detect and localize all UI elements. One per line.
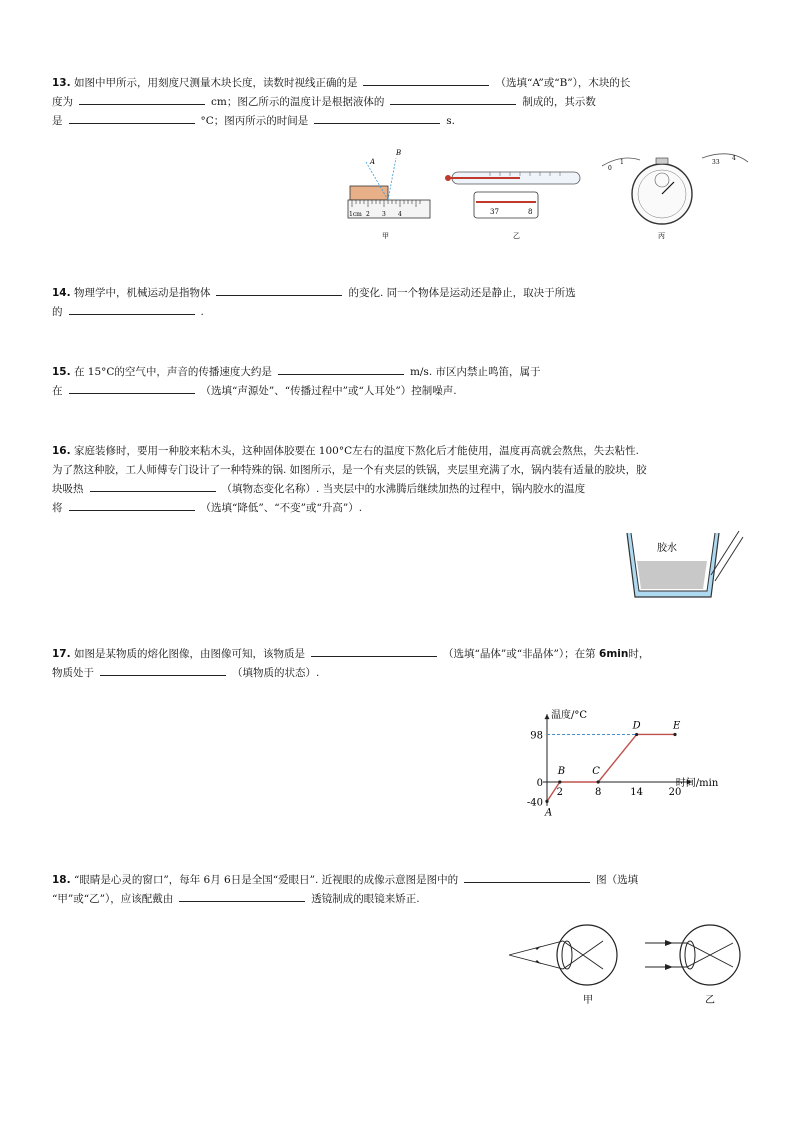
glue-label: 胶水 [657,543,677,554]
x-tick-label: 20 [668,787,682,798]
caption-yi: 乙 [513,232,520,240]
question-16: 16. 家庭装修时，要用一种胶来粘木头，这种固体胶要在 100°C左右的温度下熬化后才能使用，温度再高就会熬焦，失去粘性. 为了熬这种胶，工人师傅专门设计了一种特殊的锅. 如图所示，是一个有夹层的铁锅，夹层里充满了水，锅内装有适量的胶块，胶 块吸热 （填物态变化名称）. 当夹层中的水沸腾后继续加热的过程中，锅内胶水的温度 将 （选填“降低”、“不变”或“升高”）. [52,445,647,514]
eye-lens [562,941,572,969]
eye-yi [645,925,740,1006]
eyeball [557,925,617,985]
question-15: 15. 在 15°C的空气中，声音的传播速度大约是 m/s. 市区内禁止鸣笛，属于 在 （选填“声源处”、“传播过程中”或“人耳处”）控制噪声. [52,363,752,401]
glue-pot-figure [615,525,745,603]
answer-blank[interactable] [278,363,404,375]
question-17: 17. 如图是某物质的熔化图像，由图像可知，该物质是 （选填“晶体”或“非晶体”）；在第 6min时， 物质处于 （填物质的状态）. [52,645,752,683]
glue-liquid [637,561,707,589]
answer-blank[interactable] [314,112,440,124]
right-zoom-arc [702,154,748,162]
x-tick-label: 14 [630,787,643,798]
wood-block [350,186,388,200]
y-axis-label: 温度/°C [551,710,588,722]
ruler-tick-label: 2 [366,211,370,218]
eye-lens [685,941,695,969]
caption-jia: 甲 [382,232,389,240]
x-tick-label: 8 [595,787,602,798]
y-tick-label: 98 [530,730,543,742]
question-number: 17. [52,648,71,660]
ruler-tick-label: 3 [382,211,386,218]
point-label: A [545,807,553,819]
caption-jia: 甲 [583,995,593,1006]
thermo-tick-label: 8 [528,208,533,216]
data-point [673,733,676,736]
answer-blank[interactable] [100,664,226,676]
answer-blank[interactable] [69,112,195,124]
question-number: 13. [52,77,71,89]
stopwatch-diagram [602,154,748,240]
eye-diagrams [505,915,755,1010]
y-axis-arrow [545,714,550,719]
stopwatch-tick-label: 33 [712,159,720,166]
q13-figure [340,140,760,245]
question-number: 14. [52,287,71,299]
sight-line-b [388,158,396,200]
answer-blank[interactable] [216,284,342,296]
data-point [635,733,638,736]
stopwatch-tick-label: 0 [608,165,612,172]
answer-blank[interactable] [179,890,305,902]
x-tick-label: 2 [556,787,563,798]
question-18: 18. “眼睛是心灵的窗口”，每年 6月 6日是全国“爱眼日”. 近视眼的成像示意图是图中的 图（选填 “甲”或“乙”），应该配戴由 透镜制成的眼镜来矫正. [52,871,752,909]
answer-blank[interactable] [464,871,590,883]
label-b: B [396,149,402,157]
thermometer-bulb [445,175,451,181]
question-number: 18. [52,874,71,886]
thermo-tick-label: 37 [490,208,499,216]
question-13: 13. 如图中甲所示，用刻度尺测量木块长度，读数时视线正确的是 （选填“A”或“B”），木块的长 度为 cm；图乙所示的温度计是根据液体的 制成的，其示数 是 °C；图丙所示的时间是 s. [52,74,752,131]
caption-bing: 丙 [658,232,665,240]
series-line [547,734,675,801]
light-rays [645,943,733,967]
point-label: C [592,766,600,777]
stopwatch-tick-label: 4 [732,155,736,162]
answer-blank[interactable] [90,480,216,492]
caption-yi: 乙 [705,995,715,1006]
label-a: A [370,158,376,166]
melting-chart [505,682,765,822]
answer-blank[interactable] [79,93,205,105]
answer-blank[interactable] [363,74,489,86]
ruler-tick-label: 1cm [349,211,362,218]
data-point [558,780,561,783]
answer-blank[interactable] [69,382,195,394]
question-number: 16. [52,445,71,457]
y-tick-label: -40 [526,797,543,809]
data-point [545,800,548,803]
stopwatch-tick-label: 1 [620,159,624,166]
eye-jia [509,925,617,1006]
point-label: B [557,766,566,777]
x-axis-label: 时间/min [675,778,719,789]
light-rays [509,941,603,969]
answer-blank[interactable] [311,645,437,657]
answer-blank[interactable] [69,303,195,315]
answer-blank[interactable] [69,499,195,511]
ruler-tick-label: 4 [398,211,402,218]
point-label: D [632,720,641,732]
origin-label: 0 [536,778,543,789]
data-point [597,780,600,783]
question-14: 14. 物理学中，机械运动是指物体 的变化. 同一个物体是运动还是静止，取决于所选 的 . [52,284,752,322]
question-number: 15. [52,366,71,378]
ruler-diagram [348,149,430,240]
point-label: E [673,720,681,732]
stopwatch-crown [656,158,668,164]
answer-blank[interactable] [390,93,516,105]
thermometer-diagram [445,172,580,240]
